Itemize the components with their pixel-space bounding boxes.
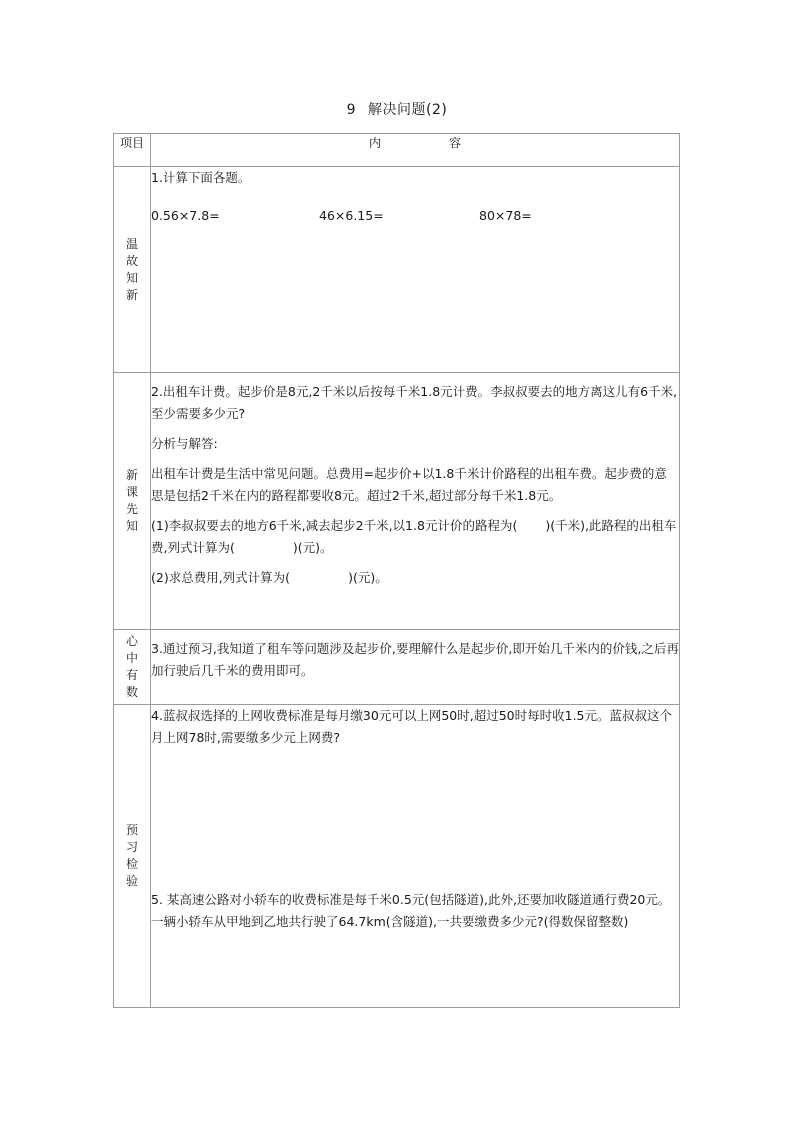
calc-item: 80×78= (479, 208, 532, 223)
question-1: 1.计算下面各题。 (151, 170, 251, 185)
section-content (151, 705, 680, 1008)
title-text: 解决问题(2) (368, 102, 448, 118)
question-2: 2.出租车计费。起步价是8元,2千米以后按每千米1.8元计费。李叔叔要去的地方离这儿有6千米,至少需要多少元? (151, 384, 678, 421)
section-new-lesson (114, 373, 680, 630)
sub-question-2-text-b: )(元)。 (348, 570, 388, 585)
section-label (114, 705, 151, 1008)
calc-item: 46×6.15= (319, 208, 384, 223)
analysis-paragraph: 出租车计费是生活中常见问题。总费用=起步价+以1.8千米计价路程的出租车费。起步费的意思是包括2千米在内的路程都要收8元。超过2千米,超过部分每千米1.8元。 (151, 466, 667, 503)
sub-question-1-text-c: )(元)。 (292, 540, 333, 555)
sub-question-1-text-a: (1)李叔叔要去的地方6千米,减去起步2千米,以1.8元计价的路程为( (151, 518, 518, 533)
section-label-text: 新课先知 (125, 468, 138, 533)
worksheet-table (113, 133, 680, 1008)
worksheet-title (0, 99, 794, 119)
header-content: 内 容 (151, 134, 680, 167)
question-4: 4.蓝叔叔选择的上网收费标准是每月缴30元可以上网50时,超过50时每时收1.5元。蓝叔叔这个月上网78时,需要缴多少元上网费? (151, 708, 672, 745)
section-label-text: 预习检验 (125, 823, 138, 888)
sub-question-2-text-a: (2)求总费用,列式计算为( (151, 570, 291, 585)
section-preview-check (114, 705, 680, 1008)
section-label-text: 温故知新 (125, 236, 138, 302)
calc-row (151, 205, 679, 227)
section-summary (114, 630, 680, 705)
section-content (151, 373, 680, 630)
sub-question-1-text-b: )(千米),此路程的出租车费,列式计算为( (151, 518, 677, 555)
section-label (114, 373, 151, 630)
header-item: 项目 (114, 134, 151, 167)
title-number: 9 (346, 102, 357, 118)
section-review (114, 167, 680, 373)
header-row (114, 134, 680, 167)
section-label (114, 630, 151, 705)
question-3: 3.通过预习,我知道了租车等问题涉及起步价,要理解什么是起步价,即开始几千米内的价钱,之后再加行驶后几千米的费用即可。 (151, 641, 679, 678)
question-5: 5. 某高速公路对小轿车的收费标准是每千米0.5元(包括隧道),此外,还要加收隧道通行费20元。一辆小轿车从甲地到乙地共行驶了64.7km(含隧道),一共要缴费多少元?(得数保留整数) (151, 892, 671, 929)
section-label-text: 心中有数 (125, 634, 138, 699)
section-label (114, 167, 151, 373)
section-content (151, 630, 680, 705)
analysis-heading: 分析与解答: (151, 436, 218, 451)
sub-question-2 (151, 567, 679, 589)
section-content (151, 167, 680, 373)
calc-item: 0.56×7.8= (151, 208, 220, 223)
sub-question-1 (151, 515, 679, 559)
